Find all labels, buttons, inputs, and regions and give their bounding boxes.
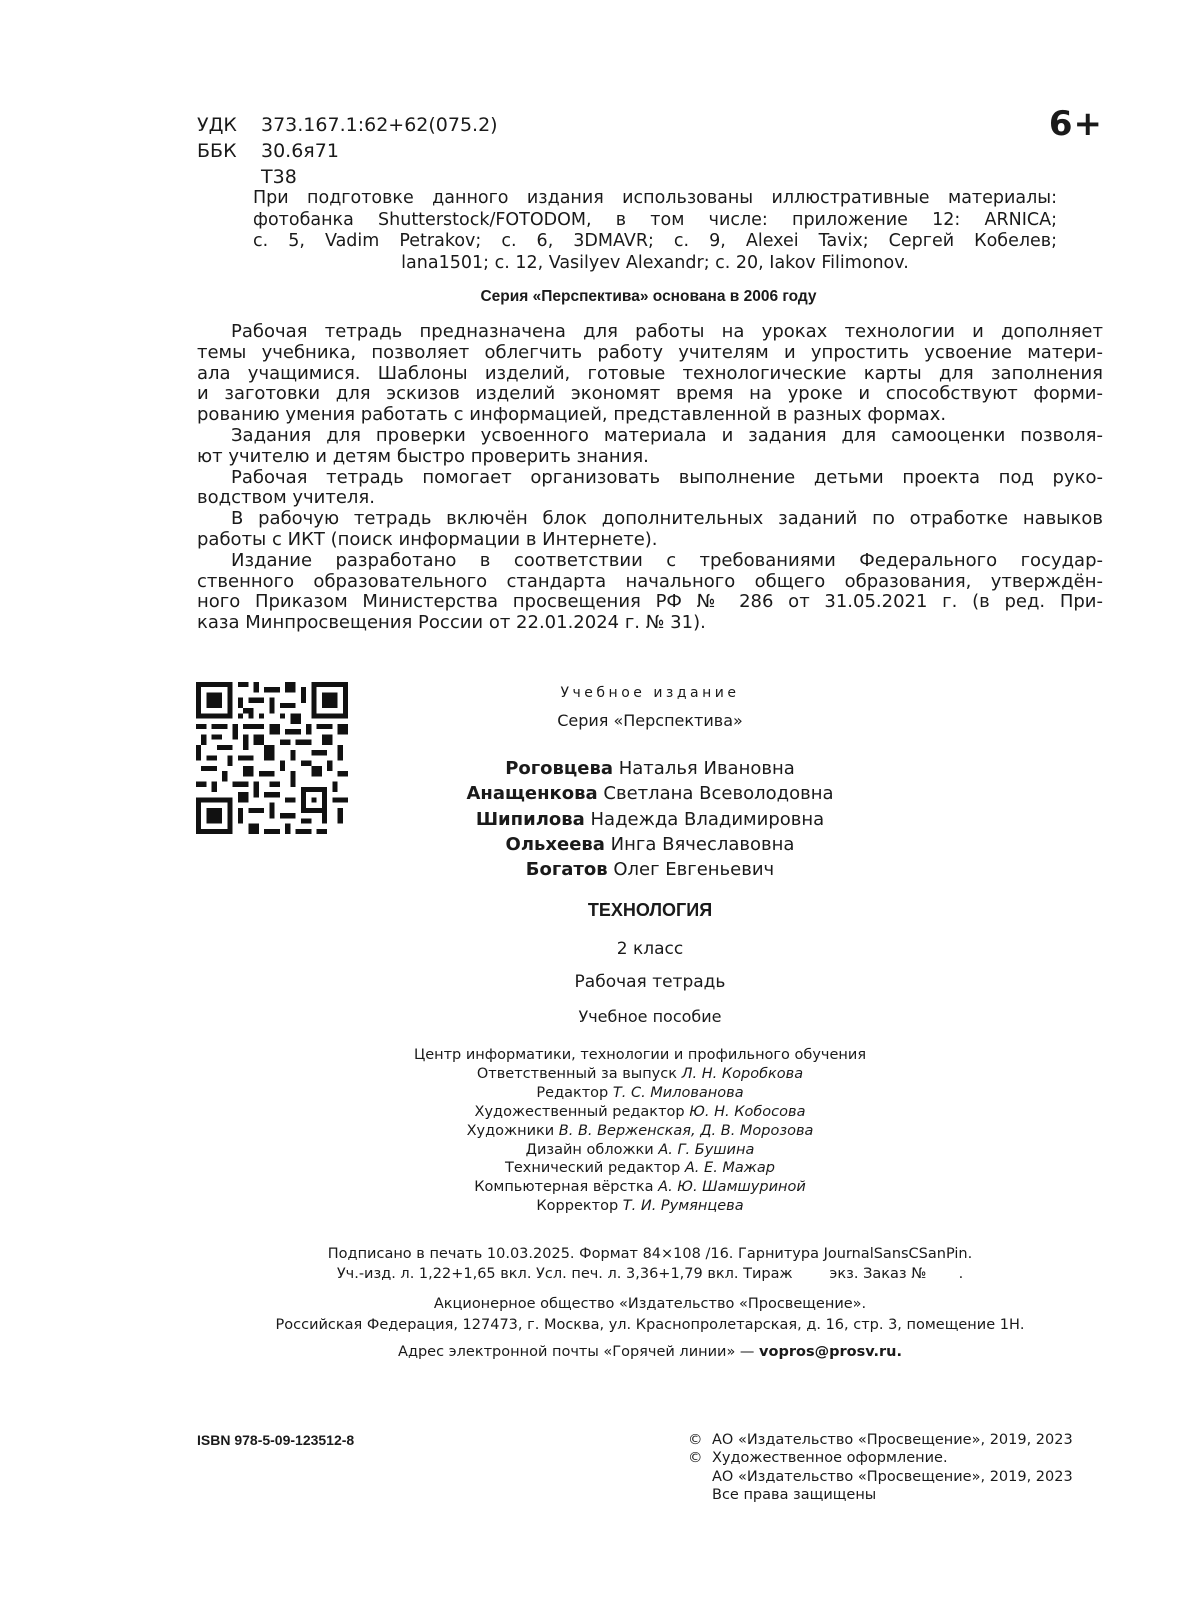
book-type: Рабочая тетрадь <box>574 972 726 992</box>
author <box>400 756 900 781</box>
annotation-line: Задания для проверки усвоенного материала и задания для самооценки позволя- <box>231 424 1103 446</box>
qr-code[interactable] <box>196 682 348 834</box>
annotation <box>197 322 1103 634</box>
author-given-names: Инга Вячеславовна <box>604 833 795 855</box>
credit-name: А. Ю. Шамшуриной <box>658 1179 806 1196</box>
illustrations-line: фотобанка Shutterstock/FOTODOM, в том числе: приложение 12: ARNICA; <box>253 209 1057 230</box>
copyright-text: АО «Издательство «Просвещение», 2019, 2023 <box>712 1432 1073 1448</box>
copyright-icon: © <box>688 1432 703 1448</box>
hotline <box>250 1344 1050 1360</box>
illustrations-note <box>253 188 1057 274</box>
edition-type: Учебное издание <box>560 685 740 701</box>
isbn: ISBN 978-5-09-123512-8 <box>197 1432 355 1448</box>
print-info <box>250 1244 1050 1284</box>
credit-name: Л. Н. Коробкова <box>681 1065 804 1082</box>
annotation-line: работы с ИКТ (поиск информации в Интернете). <box>197 528 658 550</box>
author-given-names: Наталья Ивановна <box>613 758 795 779</box>
author <box>400 857 900 882</box>
copyright-block <box>688 1431 1103 1505</box>
illustrations-line: При подготовке данного издания использованы иллюстративные материалы: <box>253 188 1057 208</box>
credits <box>380 1046 900 1216</box>
grade: 2 класс <box>616 939 684 959</box>
udk-label: УДК <box>197 114 237 136</box>
credit-name: Т. И. Румянцева <box>622 1198 744 1215</box>
author-mark: Т38 <box>261 166 297 188</box>
author-last-name: Богатов <box>525 859 608 881</box>
publisher-info <box>220 1294 1080 1335</box>
rights-reserved: Все права защищены <box>712 1487 877 1504</box>
credit-role: Центр информатики, технологии и профильного обучения <box>413 1047 867 1063</box>
author <box>400 807 900 832</box>
publisher-name: Акционерное общество «Издательство «Просвещение». <box>433 1296 867 1312</box>
annotation-line: Издание разработано в соответствии с требованиями Федерального государ- <box>231 549 1103 571</box>
copyright-line <box>688 1449 1103 1467</box>
author-last-name: Шипилова <box>475 808 585 830</box>
credit-line <box>380 1159 900 1178</box>
credit-line <box>380 1084 900 1103</box>
illustrations-line: lana1501; с. 12, Vasilyev Alexandr; с. 20, Iakov Filimonov. <box>401 252 909 273</box>
age-rating: 6+ <box>1048 104 1103 144</box>
author-given-names: Светлана Всеволодовна <box>597 783 834 805</box>
copyright-text: АО «Издательство «Просвещение», 2019, 2023 <box>712 1468 1073 1485</box>
annotation-line: и заготовки для эскизов изделий экономят время на уроке и способствуют форми- <box>197 383 1103 405</box>
annotation-line: рованию умения работать с информацией, представленной в разных формах. <box>197 404 947 426</box>
authors-list <box>400 756 900 882</box>
annotation-line: каза Минпросвещения России от 22.01.2024 г. № 31). <box>197 612 706 634</box>
annotation-line: Рабочая тетрадь предназначена для работы на уроках технологии и дополняет <box>231 321 1103 342</box>
credit-line <box>380 1065 900 1084</box>
author-last-name: Анащенкова <box>466 783 598 805</box>
credit-name: А. Г. Бушина <box>658 1141 755 1158</box>
print-info-line: Уч.-изд. л. 1,22+1,65 вкл. Усл. печ. л. 3,36+1,79 вкл. Тираж экз. Заказ № . <box>336 1266 964 1282</box>
credit-name: А. Е. Мажар <box>684 1160 775 1177</box>
annotation-line: Рабочая тетрадь помогает организовать выполнение детьми проекта под руко- <box>231 466 1103 488</box>
author <box>400 832 900 857</box>
series-founded: Серия «Перспектива» основана в 2006 году <box>480 288 817 305</box>
copyright-line <box>688 1468 1103 1486</box>
credit-line <box>380 1197 900 1216</box>
bbk-code: 30.6я71 <box>261 140 339 162</box>
bbk-row <box>197 138 498 164</box>
annotation-line: водством учителя. <box>197 487 375 509</box>
credit-role: Художники <box>466 1122 559 1139</box>
copyright-icon: © <box>688 1450 703 1467</box>
illustrations-line: с. 5, Vadim Petrakov; с. 6, 3DMAVR; с. 9, Alexei Tavix; Сергей Кобелев; <box>253 231 1057 251</box>
author-given-names: Надежда Владимировна <box>584 808 825 830</box>
credit-role: Технический редактор <box>505 1160 685 1177</box>
print-info-line: Подписано в печать 10.03.2025. Формат 84×108 /16. Гарнитура JournalSansCSanPin. <box>327 1246 973 1262</box>
credit-line <box>380 1178 900 1197</box>
author-mark-row <box>197 164 498 190</box>
credit-role: Корректор <box>536 1198 623 1215</box>
annotation-line: ют учителю и детям быстро проверить знания. <box>197 445 649 467</box>
credit-role: Дизайн обложки <box>525 1141 659 1158</box>
credit-line <box>380 1122 900 1141</box>
author-given-names: Олег Евгеньевич <box>607 859 775 881</box>
credit-name: Ю. Н. Кобосова <box>689 1103 806 1120</box>
annotation-line: ала учащимися. Шаблоны изделий, готовые технологические карты для заполнения <box>197 362 1103 384</box>
publisher-address: Российская Федерация, 127473, г. Москва, ул. Краснопролетарская, д. 16, стр. 3, помещение 1Н. <box>275 1316 1025 1333</box>
copyright-line <box>688 1486 1103 1504</box>
manual-type: Учебное пособие <box>578 1007 722 1026</box>
credit-name: В. В. Верженская, Д. В. Морозова <box>558 1122 814 1139</box>
author <box>400 781 900 806</box>
credit-line <box>380 1103 900 1122</box>
annotation-line: темы учебника, позволяет облегчить работу учителям и упростить усвоение матери- <box>197 341 1103 363</box>
udk-row <box>197 112 498 138</box>
series-name: Серия «Перспектива» <box>557 711 743 730</box>
book-title: ТЕХНОЛОГИЯ <box>587 900 713 920</box>
copyright-line <box>688 1431 1103 1449</box>
credit-role: Редактор <box>536 1084 613 1101</box>
hotline-email[interactable]: vopros@prosv.ru. <box>759 1344 902 1360</box>
annotation-line: ного Приказом Министерства просвещения РФ № 286 от 31.05.2021 г. (в ред. При- <box>197 591 1103 613</box>
copyright-text: Художественное оформление. <box>712 1450 948 1467</box>
credit-line <box>380 1046 900 1065</box>
hotline-label: Адрес электронной почты «Горячей линии» — <box>398 1344 760 1360</box>
credit-role: Художественный редактор <box>474 1103 690 1120</box>
credit-line <box>380 1141 900 1160</box>
catalog-codes <box>197 112 498 190</box>
credit-name: Т. С. Милованова <box>612 1084 744 1101</box>
annotation-line: В рабочую тетрадь включён блок дополнительных заданий по отработке навыков <box>231 508 1103 530</box>
udk-code: 373.167.1:62+62(075.2) <box>261 114 498 136</box>
credit-role: Компьютерная вёрстка <box>474 1179 659 1196</box>
author-last-name: Роговцева <box>505 758 614 779</box>
author-last-name: Ольхеева <box>505 833 605 855</box>
bbk-label: ББК <box>197 140 237 162</box>
credit-role: Ответственный за выпуск <box>476 1065 682 1082</box>
annotation-line: ственного образовательного стандарта начального общего образования, утверждён- <box>197 570 1103 592</box>
